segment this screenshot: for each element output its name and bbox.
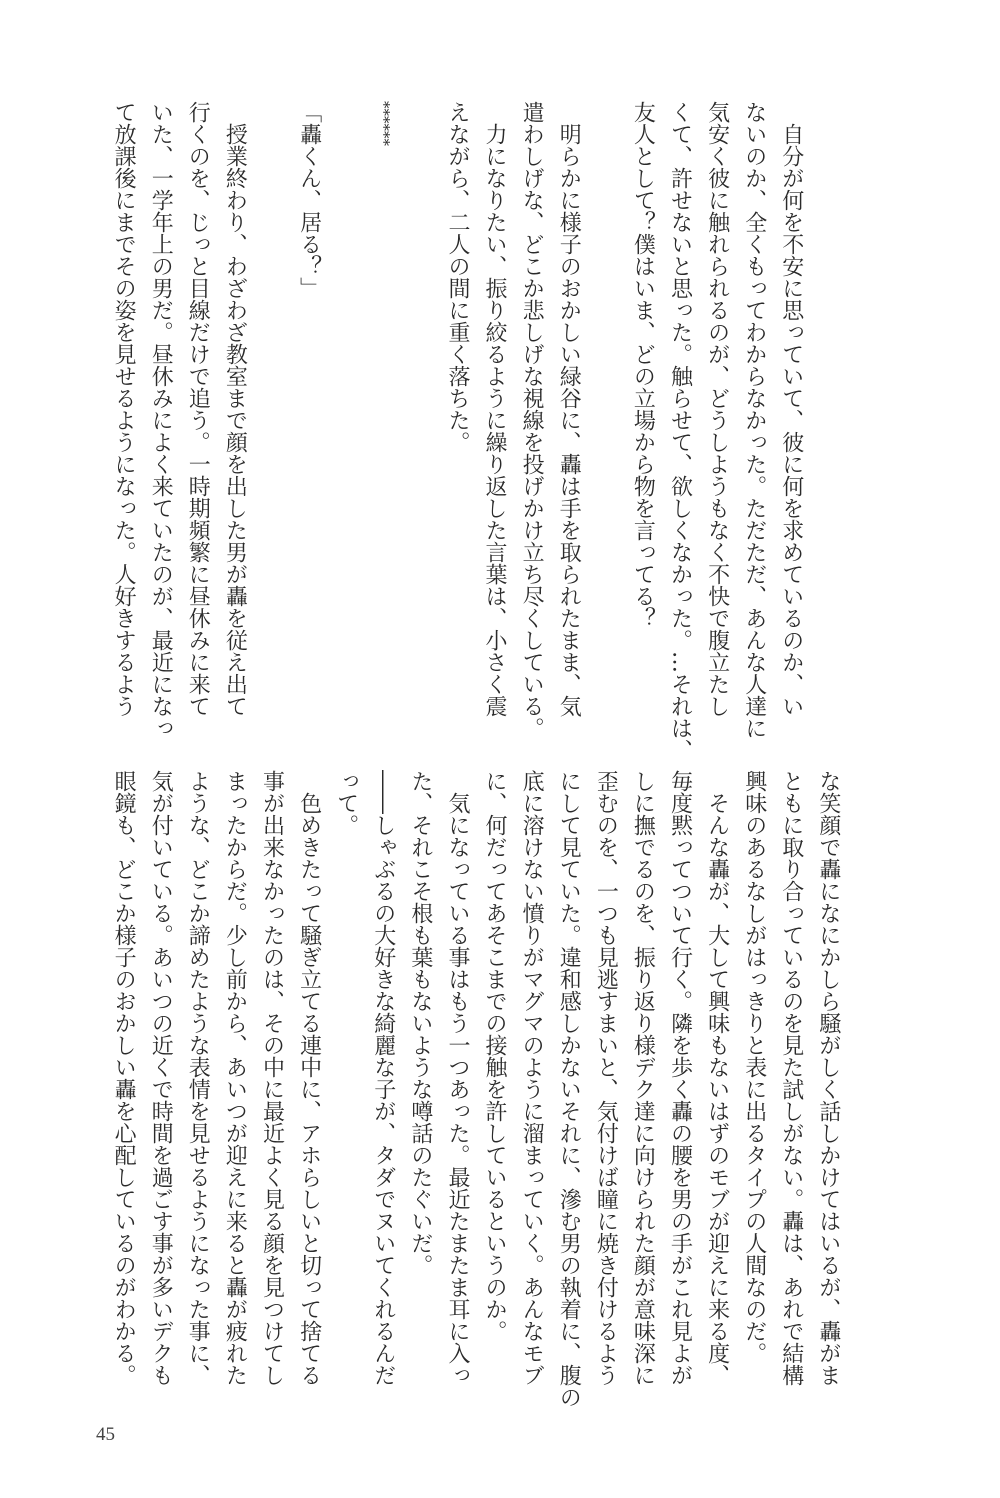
- text-column: 毎度黙ってついて行く。隣を歩く轟の腰を男の手がこれ見よが: [667, 770, 693, 1386]
- text-column: そんな轟が、大して興味もないはずのモブが迎えに来る度、: [704, 770, 730, 1386]
- text-column: 行くのを、じっと目線だけで追う。一時期頻繁に昼休みに来て: [185, 101, 211, 717]
- text-column: にして見ていた。違和感しかないそれに、滲む男の執着に、腹の: [556, 770, 582, 1408]
- dialogue-column: 「轟くん、居る？」: [296, 101, 322, 299]
- blank-column: [253, 101, 290, 717]
- text-column: って。: [333, 770, 359, 836]
- upper-text-block: [105, 101, 810, 761]
- text-column: 力になりたい、振り絞るように繰り返した言葉は、小さく震: [482, 101, 508, 717]
- text-column: な笑顔で轟になにかしら騒がしく話しかけてはいるが、轟がま: [815, 770, 841, 1386]
- text-column: 気安く彼に触れられるのが、どうしようもなく不快で腹立たし: [704, 101, 730, 717]
- text-column: ともに取り合っているのを見た試しがない。轟は、あれで結構: [778, 770, 804, 1386]
- text-column: まったからだ。少し前から、あいつが迎えに来ると轟が疲れた: [222, 770, 248, 1386]
- text-column: 授業終わり、わざわざ教室まで顔を出した男が轟を従え出て: [222, 101, 248, 717]
- text-column: て放課後にまでその姿を見せるようになった。人好きするよう: [111, 101, 137, 717]
- page-number: 45: [96, 1424, 115, 1445]
- lower-text-block: [105, 770, 847, 1408]
- scene-break-asterisks: ******: [374, 101, 393, 146]
- text-column: くて、許せないと思った。触らせて、欲しくなかった。…それは、: [667, 101, 693, 761]
- text-column: 自分が何を不安に思っていて、彼に何を求めているのか、い: [778, 101, 804, 717]
- text-column: えながら、二人の間に重く落ちた。: [444, 101, 470, 453]
- text-column: 底に溶けない憤りがマグマのように溜まっていく。あんなモブ: [519, 770, 545, 1386]
- text-column: ような、どこか諦めたような表情を見せるようになった事に、: [185, 770, 211, 1386]
- blank-column: [328, 101, 365, 717]
- text-column: しに撫でるのを、振り返り様デク達に向けられた顔が意味深に: [630, 770, 656, 1386]
- text-column: 気になっている事はもう一つあった。最近たまたま耳に入っ: [444, 770, 470, 1386]
- text-column: 眼鏡も、どこか様子のおかしい轟を心配しているのがわかる。: [111, 770, 137, 1386]
- text-column: 遣わしげな、どこか悲しげな視線を投げかけ立ち尽くしている。: [519, 101, 545, 739]
- blank-column: [402, 101, 439, 717]
- blank-column: [587, 101, 624, 717]
- text-column: 友人として？僕はいま、どの立場から物を言ってる？: [630, 101, 656, 629]
- text-column: に、何だってあそこまでの接触を許しているというのか。: [482, 770, 508, 1342]
- text-column: 事が出来なかったのは、その中に最近よく見る顔を見つけてし: [259, 770, 285, 1386]
- text-column: ――しゃぶるの大好きな綺麗な子が、タダでヌいてくれるんだ: [370, 770, 396, 1386]
- text-column: 明らかに様子のおかしい緑谷に、轟は手を取られたまま、気: [556, 101, 582, 717]
- text-column: た、それこそ根も葉もないような噂話のたぐいだ。: [407, 770, 433, 1276]
- text-column: 興味のあるなしがはっきりと表に出るタイプの人間なのだ。: [741, 770, 767, 1364]
- text-column: ないのか、全くもってわからなかった。ただただ、あんな人達に: [741, 101, 767, 739]
- text-column: 気が付いている。あいつの近くで時間を過ごす事が多いデクも: [148, 770, 174, 1386]
- text-column: 色めきたって騒ぎ立てる連中に、アホらしいと切って捨てる: [296, 770, 322, 1386]
- text-column: いた、一学年上の男だ。昼休みによく来ていたのが、最近になっ: [148, 101, 174, 739]
- text-column: 歪むのを、一つも見逃すまいと、気付けば瞳に焼き付けるよう: [593, 770, 619, 1386]
